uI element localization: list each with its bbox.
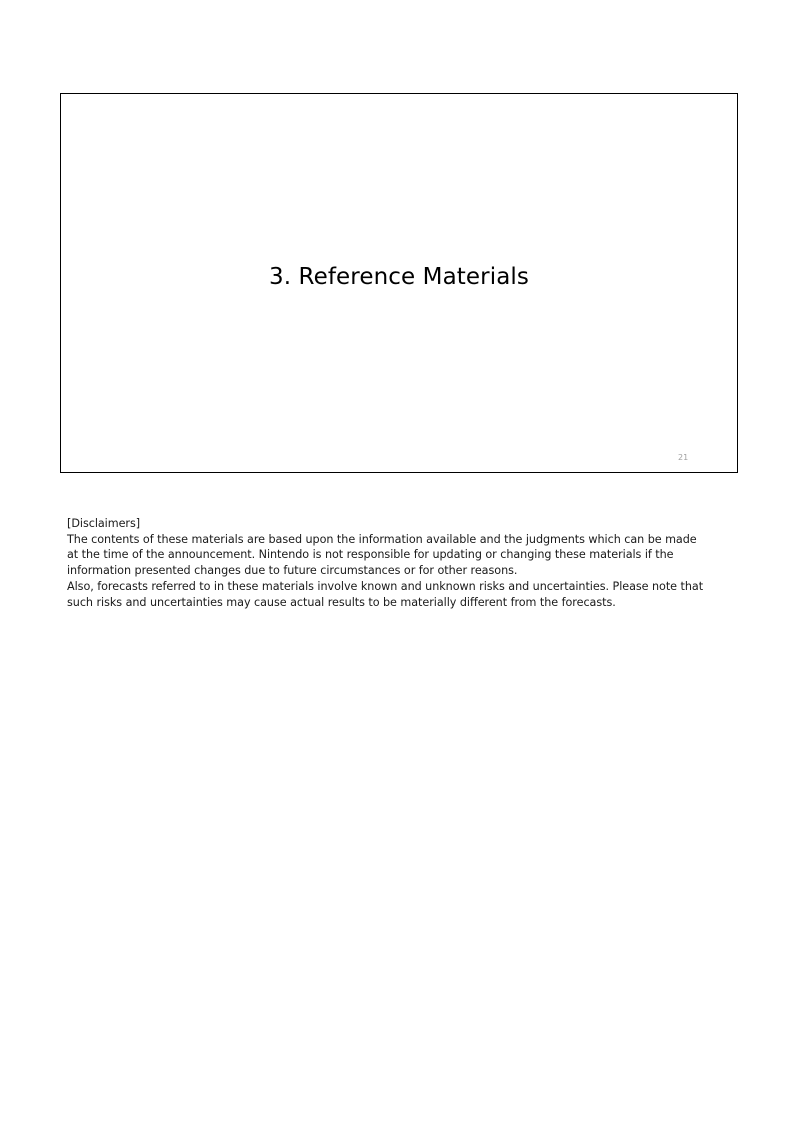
slide-frame [60,93,738,473]
disclaimer-line: information presented changes due to future circumstances or for other reasons. [67,564,518,578]
disclaimer-line: The contents of these materials are based upon the information available and the judgments which can be made [67,532,697,546]
disclaimer-line: at the time of the announcement. Nintendo is not responsible for updating or changing these materials if the [67,548,674,562]
disclaimer-line: Also, forecasts referred to in these materials involve known and unknown risks and uncertainties. Please note that [67,579,704,593]
disclaimer-heading: [Disclaimers] [67,517,141,530]
slide-page-number: 21 [678,453,689,462]
slide-title: 3. Reference Materials [268,264,529,290]
disclaimer-section [67,516,747,610]
disclaimer-line: such risks and uncertainties may cause actual results to be materially different from the forecasts. [67,595,616,609]
